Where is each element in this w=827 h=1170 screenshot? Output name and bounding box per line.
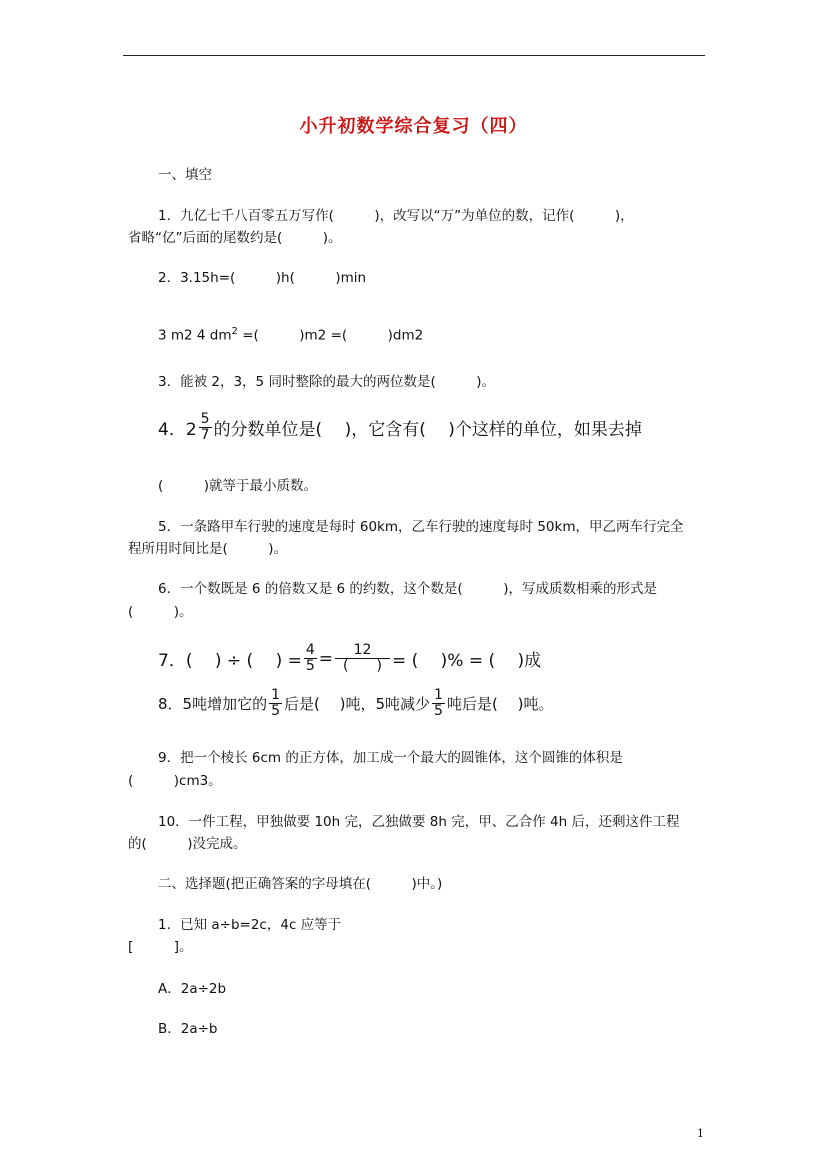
q8-fraction-1: [269, 688, 282, 719]
document-title: 小升初数学综合复习（四）: [299, 116, 528, 137]
q2-line2-a: 3 m2 4 dm: [158, 327, 232, 344]
q1-line2: 省略“亿”后面的尾数约是( )。: [128, 230, 342, 246]
q4-fraction: [199, 412, 212, 443]
q2-line2-sup: 2: [231, 326, 238, 337]
q8-fraction-2: [432, 688, 445, 719]
q7: [158, 643, 541, 674]
q8-mid: 后是( )吨，5吨减少: [284, 695, 431, 713]
s2-q1-line1: 1．已知 a÷b=2c，4c 应等于: [158, 917, 342, 933]
q10-line1: 10．一件工程，甲独做要 10h 完，乙独做要 8h 完，甲、乙合作 4h 后，还剩这件工程: [158, 814, 680, 830]
q4-frac-num: 5: [200, 411, 210, 427]
q4-line1: [158, 412, 642, 443]
page-number: 1: [697, 1127, 704, 1140]
q1-line1: 1．九亿七千八百零五万写作( )，改写以“万”为单位的数，记作( )，: [158, 208, 634, 224]
q4-rest: 的分数单位是( )，它含有( )个这样的单位，如果去掉: [213, 420, 642, 440]
q7-f1-num: 4: [305, 642, 315, 658]
section-2-heading: 二、选择题(把正确答案的字母填在( )中。): [158, 876, 443, 892]
q2-line2-b: =( )m2 =( )dm2: [242, 327, 424, 344]
q7-rest: = ( )% = ( )成: [391, 651, 542, 671]
q7-f2-num: 12: [353, 642, 372, 658]
q8-rest: 吨后是( )吨。: [446, 695, 554, 713]
q5-line2: 程所用时间比是( )。: [128, 541, 288, 557]
header-rule: [123, 55, 705, 56]
q7-f2-den: ( ): [335, 658, 390, 674]
q9-line2: ( )cm3。: [128, 773, 222, 789]
option-a: A．2a÷2b: [158, 981, 227, 997]
q9-line1: 9．把一个棱长 6cm 的正方体，加工成一个最大的圆锥体，这个圆锥的体积是: [158, 750, 623, 766]
q7-eq: =: [318, 648, 334, 669]
q4-line2: ( )就等于最小质数。: [158, 478, 318, 494]
q2-line2: [158, 322, 423, 346]
q8-f2-den: 5: [434, 703, 443, 719]
q6-line1: 6．一个数既是 6 的倍数又是 6 的约数，这个数是( )，写成质数相乘的形式是: [158, 581, 657, 597]
q3: 3．能被 2，3，5 同时整除的最大的两位数是( )。: [158, 374, 495, 390]
q7-f1-den: 5: [305, 658, 315, 674]
q2-line1-text: 2．3.15h=( )h( )min: [158, 270, 367, 286]
q8-f1-num: 1: [271, 687, 281, 703]
q10-line2: 的( )没完成。: [128, 836, 247, 852]
q5-line1: 5．一条路甲车行驶的速度是每时 60km，乙车行驶的速度每时 50km，甲乙两车行完全: [158, 519, 684, 535]
section-1-heading: 一、填空: [158, 167, 212, 183]
q7-prefix: 7．( ) ÷ ( ) =: [158, 651, 302, 671]
q8-prefix: 8．5吨增加它的: [158, 695, 268, 713]
q7-fraction-2: [335, 643, 390, 674]
q8-f2-num: 1: [434, 687, 443, 703]
q6-line2: ( )。: [128, 604, 193, 620]
q8: [158, 688, 553, 719]
s2-q1-line2: [ ]。: [128, 939, 193, 955]
option-b: B．2a÷b: [158, 1021, 218, 1037]
q7-fraction-1: [304, 643, 317, 674]
q8-f1-den: 5: [271, 703, 281, 719]
q4-prefix: 4．2: [158, 420, 197, 440]
q4-frac-den: 7: [200, 427, 210, 443]
